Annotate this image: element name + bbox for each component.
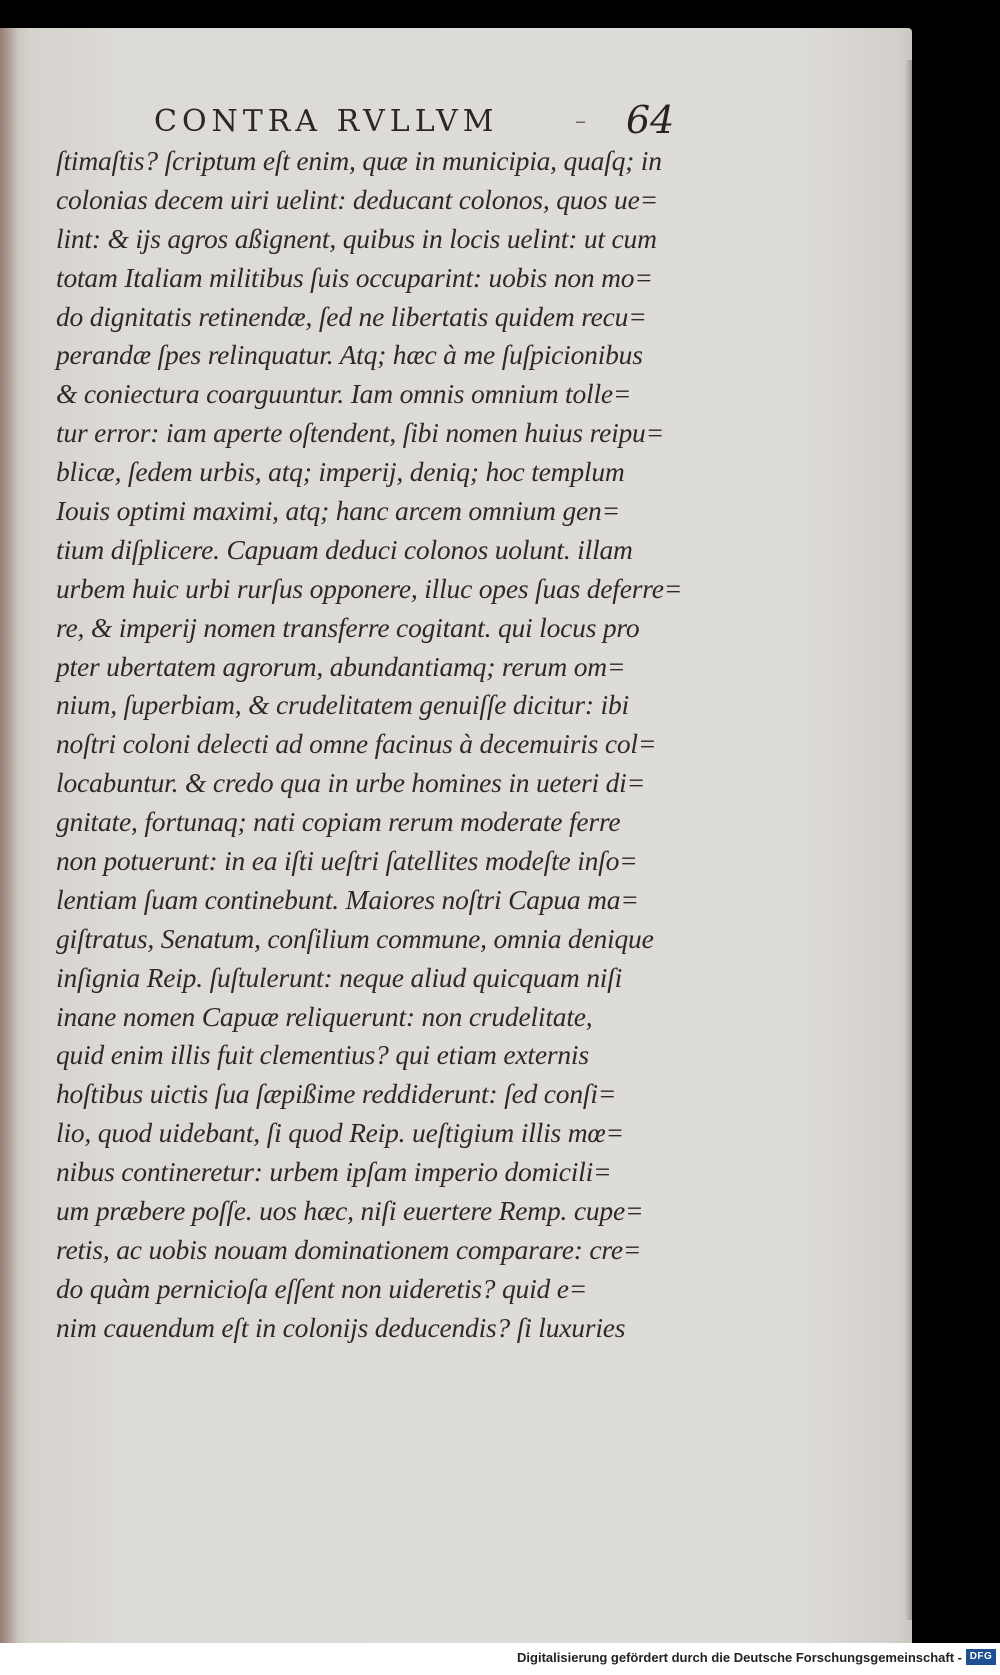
footer-bar [0, 1643, 1000, 1675]
text-line: lio, quod uidebant, ſi quod Reip. ueſtigium illis mœ= [56, 1117, 624, 1149]
text-line: non potuerunt: in ea iſti ueſtri ſatellites modeſte inſo= [56, 845, 638, 877]
text-block [56, 142, 716, 1348]
text-line: ſtimaſtis? ſcriptum eſt enim, quæ in municipia, quaſq; in [56, 145, 662, 176]
running-head-dash: – [575, 109, 586, 134]
text-line: um præbere poſſe. uos hæc, niſi euertere Remp. cupe= [56, 1195, 644, 1227]
text-line: hoſtibus uictis ſua ſæpißime reddiderunt: ſed conſi= [56, 1078, 617, 1110]
text-line: giſtratus, Senatum, conſilium commune, omnia denique [56, 922, 654, 954]
dfg-logo: DFG [966, 1649, 996, 1665]
page-gutter-stain [0, 28, 18, 1643]
text-line: & coniectura coarguuntur. Iam omnis omnium tolle= [56, 378, 632, 410]
text-line: Iouis optimi maximi, atq; hanc arcem omnium gen= [56, 495, 620, 527]
text-line: lint: & ijs agros aßignent, quibus in locis uelint: ut cum [56, 222, 657, 254]
text-line: totam Italiam militibus ſuis occuparint: uobis non mo= [56, 261, 653, 293]
running-head [0, 98, 912, 142]
text-line: gnitate, fortunaq; nati copiam rerum moderate ferre [56, 806, 621, 838]
text-line: tium diſplicere. Capuam deduci colonos uolunt. illam [56, 533, 633, 565]
footer-credit: Digitalisierung gefördert durch die Deutsche Forschungsgemeinschaft - [517, 1650, 962, 1665]
text-line: pter ubertatem agrorum, abundantiamq; rerum om= [56, 650, 626, 682]
text-line: colonias decem uiri uelint: deducant colonos, quos ue= [56, 183, 658, 215]
text-line: do dignitatis retinendæ, ſed ne libertatis quidem recu= [56, 300, 647, 332]
text-line: noſtri coloni delecti ad omne facinus à decemuiris col= [56, 728, 657, 760]
text-line: blicæ, ſedem urbis, atq; imperij, deniq; hoc templum [56, 456, 625, 488]
text-line: tur error: iam aperte oſtendent, ſibi nomen huius reipu= [56, 417, 664, 449]
text-line: retis, ac uobis nouam dominationem comparare: cre= [56, 1233, 642, 1265]
text-line: inane nomen Capuæ reliquerunt: non crudelitate, [56, 1000, 593, 1032]
text-line: perandæ ſpes relinquatur. Atq; hæc à me ſuſpicionibus [56, 339, 643, 371]
text-line: locabuntur. & credo qua in urbe homines in ueteri di= [56, 767, 645, 799]
text-line: urbem huic urbi rurſus opponere, illuc opes ſuas deferre= [56, 572, 683, 604]
text-line: do quàm pernicioſa eſſent non uideretis? quid e= [56, 1272, 588, 1304]
text-line: nim cauendum eſt in colonijs deducendis? ſi luxuries [56, 1311, 626, 1343]
text-line: nibus contineretur: urbem ipſam imperio domicili= [56, 1156, 612, 1188]
page-number: 64 [626, 98, 675, 142]
text-line: lentiam ſuam continebunt. Maiores noſtri Capua ma= [56, 883, 639, 915]
text-line: quid enim illis fuit clementius? qui etiam externis [56, 1039, 589, 1071]
text-line: nium, ſuperbiam, & crudelitatem genuiſſe dicitur: ibi [56, 689, 629, 721]
page-edge [905, 60, 912, 1620]
text-line: re, & imperij nomen transferre cogitant. qui locus pro [56, 611, 640, 643]
text-line: inſignia Reip. ſuſtulerunt: neque aliud quicquam niſi [56, 961, 623, 993]
running-head-title: CONTRA RVLLVM [154, 104, 499, 139]
